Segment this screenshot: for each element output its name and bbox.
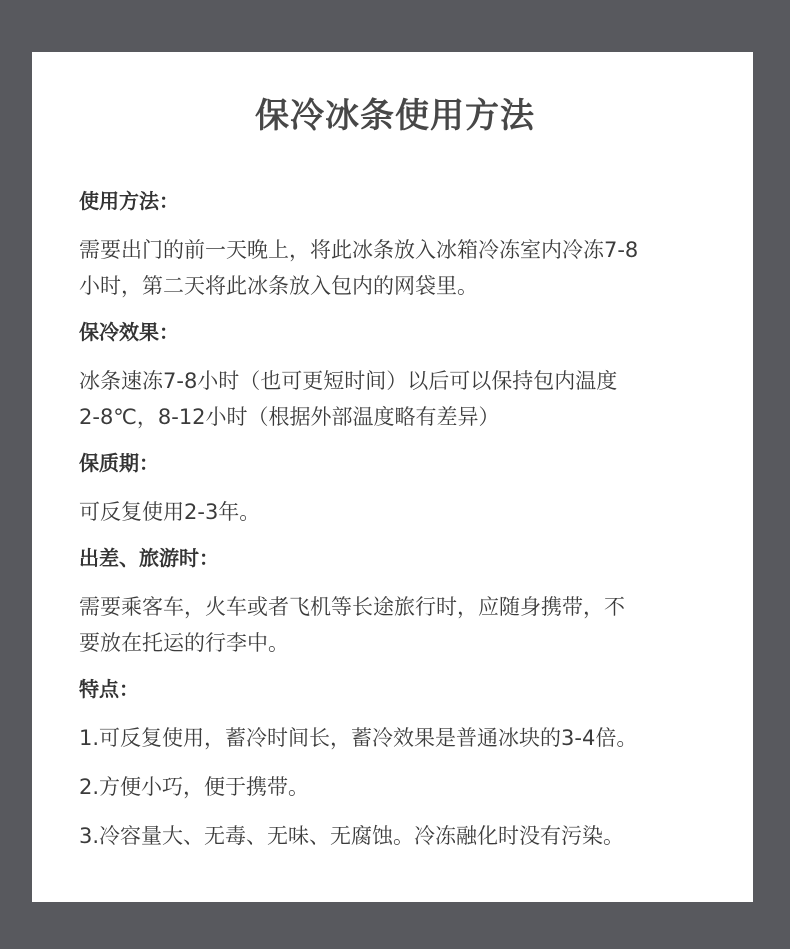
section-heading-travel: 出差、旅游时： bbox=[79, 546, 219, 570]
usage-text-line-1: 需要出门的前一天晚上，将此冰条放入冰箱冷冻室内冷冻7-8 bbox=[79, 238, 639, 262]
feature-item: 1.可反复使用，蓄冷时间长，蓄冷效果是普通冰块的3-4倍。 bbox=[79, 726, 638, 750]
feature-item: 3.冷容量大、无毒、无味、无腐蚀。冷冻融化时没有污染。 bbox=[79, 824, 625, 848]
cooling-effect-text-line-2: 2-8℃，8-12小时（根据外部温度略有差异） bbox=[79, 405, 500, 429]
section-heading-cooling-effect: 保冷效果： bbox=[79, 320, 179, 344]
page-title: 保冷冰条使用方法 bbox=[255, 96, 535, 136]
section-heading-features: 特点： bbox=[79, 677, 139, 701]
section-heading-shelf-life: 保质期： bbox=[79, 451, 159, 475]
section-heading-usage: 使用方法： bbox=[79, 189, 179, 213]
cooling-effect-text-line-1: 冰条速冻7-8小时（也可更短时间）以后可以保持包内温度 bbox=[79, 369, 618, 393]
travel-text-line-2: 要放在托运的行李中。 bbox=[79, 631, 289, 655]
travel-text-line-1: 需要乘客车，火车或者飞机等长途旅行时，应随身携带，不 bbox=[79, 595, 625, 619]
usage-text-line-2: 小时，第二天将此冰条放入包内的网袋里。 bbox=[79, 274, 478, 298]
feature-item: 2.方便小巧，便于携带。 bbox=[79, 775, 310, 799]
content-body bbox=[79, 186, 719, 854]
shelf-life-text: 可反复使用2-3年。 bbox=[79, 500, 261, 524]
